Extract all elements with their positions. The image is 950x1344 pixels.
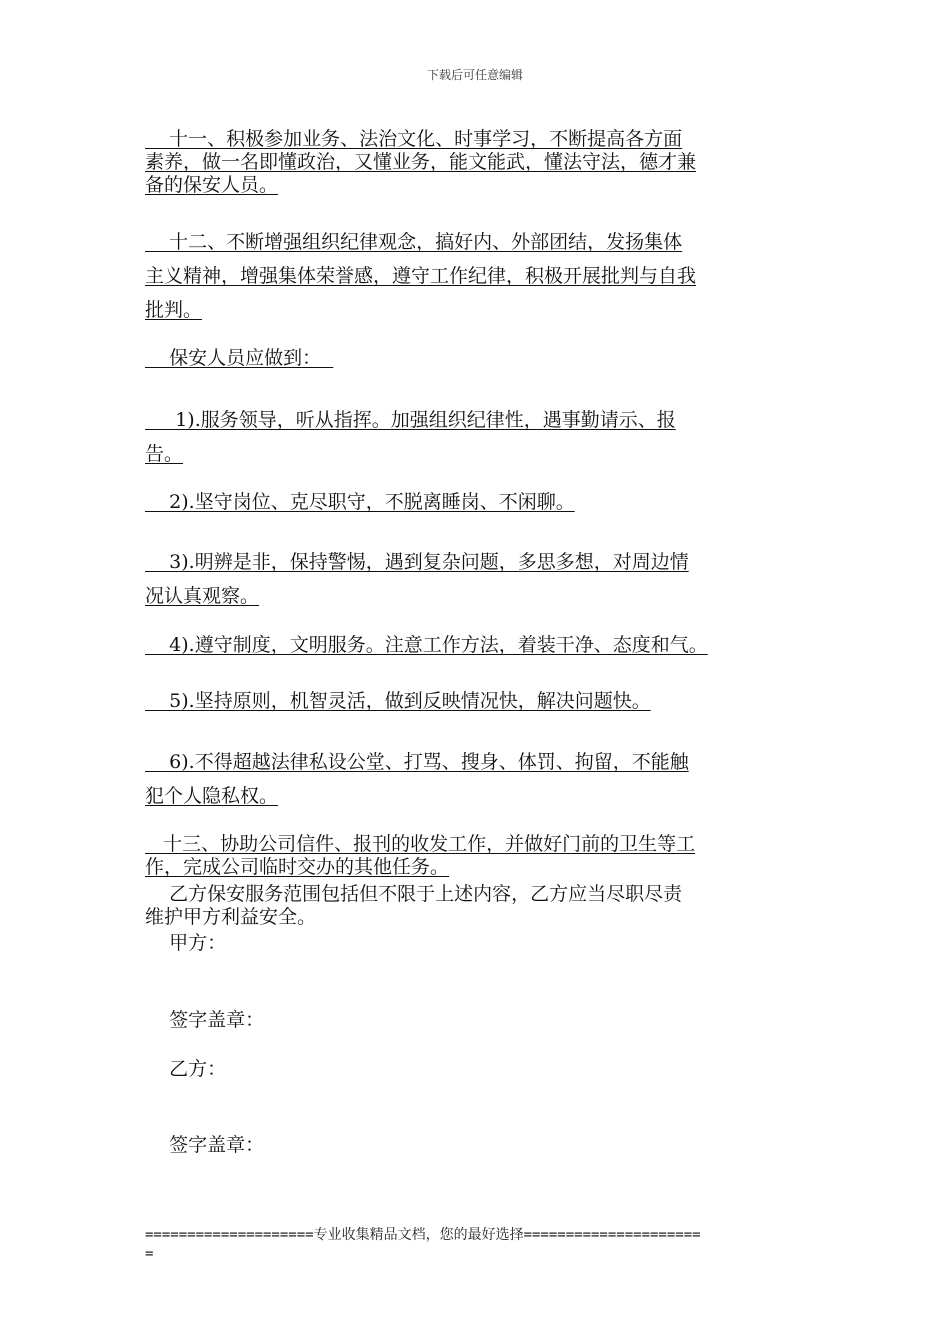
party-a-signature-label (145, 1009, 264, 1032)
item-1 (145, 403, 676, 471)
party-b-signature-text: 签字盖章： (145, 1134, 265, 1156)
item-2-text: 2).坚守岗位、克尽职守，不脱离睡岗、不闲聊。 (145, 491, 575, 513)
item-5-text: 5).坚持原则，机智灵活，做到反映情况快，解决问题快。 (145, 690, 651, 712)
item-1-line-1: 1).服务领导，听从指挥。加强组织纪律性，遇事勤请示、报 (145, 409, 676, 431)
item-1-line-2: 告。 (145, 443, 184, 465)
clause-13 (145, 833, 695, 879)
party-a-text: 甲方： (145, 932, 227, 954)
item-3-line-1: 3).明辨是非，保持警惕，遇到复杂问题，多思多想，对周边情 (145, 551, 689, 573)
page-header: 下载后可任意编辑 (426, 68, 523, 82)
item-6 (145, 745, 689, 813)
clause-11-line-3: 备的保安人员。 (145, 174, 279, 196)
item-6-line-1: 6).不得超越法律私设公堂、打骂、搜身、体罚、拘留，不能触 (145, 751, 689, 773)
item-5 (145, 690, 651, 713)
party-b-label (145, 1058, 226, 1081)
clause-12 (145, 225, 696, 327)
footer-line-1: ====================专业收集精品文档，您的最好选择===================== (145, 1227, 701, 1243)
party-a-signature-text: 签字盖章： (145, 1009, 265, 1031)
clause-12-line-1: 十二、不断增强组织纪律观念，搞好内、外部团结，发扬集体 (145, 231, 683, 253)
service-scope (145, 883, 682, 929)
item-6-line-2: 犯个人隐私权。 (145, 785, 279, 807)
item-4 (145, 634, 708, 657)
service-scope-line-1: 乙方保安服务范围包括但不限于上述内容，乙方应当尽职尽责 (145, 883, 683, 905)
clause-12-line-3: 批判。 (145, 299, 203, 321)
item-4-text: 4).遵守制度，文明服务。注意工作方法，着装干净、态度和气。 (145, 634, 708, 656)
clause-11-line-1: 十一、积极参加业务、法治文化、时事学习，不断提高各方面 (145, 128, 683, 150)
service-scope-line-2: 维护甲方利益安全。 (145, 906, 317, 928)
party-b-text: 乙方： (145, 1058, 227, 1080)
should-do-title-text: 保安人员应做到： (145, 347, 334, 369)
clause-11 (145, 128, 696, 197)
clause-13-line-2: 作，完成公司临时交办的其他任务。 (145, 856, 450, 878)
clause-12-line-2: 主义精神，增强集体荣誉感，遵守工作纪律，积极开展批判与自我 (145, 265, 697, 287)
page-footer (145, 1226, 815, 1264)
item-3-line-2: 况认真观察。 (145, 585, 260, 607)
item-2 (145, 491, 575, 514)
clause-11-line-2: 素养，做一名即懂政治，又懂业务，能文能武，懂法守法，德才兼 (145, 151, 697, 173)
party-a-label (145, 932, 226, 955)
clause-13-line-1: 十三、协助公司信件、报刊的收发工作，并做好门前的卫生等工 (145, 833, 696, 855)
should-do-title (145, 347, 333, 370)
footer-line-2: = (145, 1246, 154, 1262)
item-3 (145, 545, 689, 613)
party-b-signature-label (145, 1134, 264, 1157)
